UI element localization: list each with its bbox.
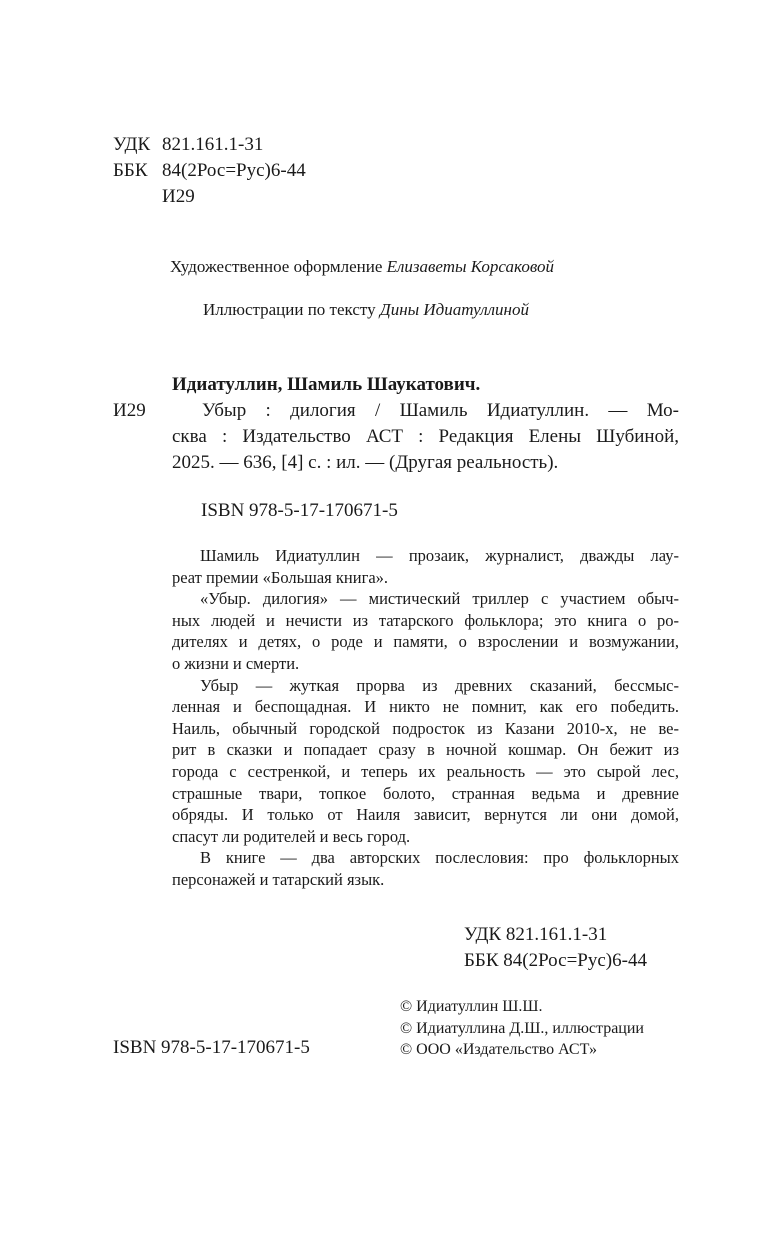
bbk-label: ББК (113, 160, 148, 181)
bib-line: Убыр : дилогия / Шамиль Идиатуллин. — Мо- (202, 400, 679, 421)
copyright-line: © ООО «Издательство АСТ» (400, 1041, 597, 1058)
bib-line: 2025. — 636, [4] с. : ил. — (Другая реальность). (172, 452, 559, 473)
copyright-block (400, 996, 644, 1061)
annotation-line: о жизни и смерти. (172, 653, 300, 673)
design-credit (170, 256, 554, 278)
udk-value: 821.161.1-31 (162, 134, 264, 155)
bbk-bottom: ББК 84(2Рос=Рус)6-44 (464, 950, 647, 971)
udk-row (113, 132, 306, 158)
classification-block-bottom (464, 922, 647, 974)
annotation-line: спасут ли родителей и весь город. (172, 826, 411, 846)
copyright-line: © Идиатуллина Д.Ш., иллюстрации (400, 1019, 644, 1037)
annotation-line: В книге — два авторских послесловия: про фольклорных (200, 848, 679, 868)
bbk-row (113, 158, 306, 184)
author-mark-row (113, 184, 306, 210)
annotation-line: Шамиль Идиатуллин — прозаик, журналист, дважды лау- (200, 546, 679, 565)
annotation-line: страшные твари, топкое болото, странная ведьма и древние (172, 783, 679, 803)
annotation-line: обряды. И только от Наиля зависит, вернутся ли они домой, (172, 805, 679, 825)
author-mark: И29 (162, 186, 195, 207)
udk-bottom: УДК 821.161.1-31 (464, 924, 608, 945)
author-heading: Идиатуллин, Шамиль Шаукатович. (172, 374, 481, 395)
annotation (172, 545, 679, 891)
design-credit-prefix: Художественное оформление (170, 257, 387, 276)
annotation-line: ленная и беспощадная. И никто не помнит, как его победить. (172, 697, 679, 717)
illustrations-credit-prefix: Иллюстрации по тексту (203, 300, 380, 319)
bibliographic-description (172, 398, 679, 476)
bib-line: сква : Издательство АСТ : Редакция Елены Шубиной, (172, 426, 679, 447)
designer-name: Елизаветы Корсаковой (386, 257, 554, 276)
isbn-entry: ISBN 978-5-17-170671-5 (201, 500, 398, 521)
isbn-bottom: ISBN 978-5-17-170671-5 (113, 1037, 310, 1058)
annotation-line: рит в сказки и попадает сразу в ночной кошмар. Он бежит из (172, 740, 679, 760)
bbk-value: 84(2Рос=Рус)6-44 (162, 160, 306, 181)
annotation-line: ных людей и нечисти из татарского фольклора; это книга о ро- (172, 610, 679, 630)
annotation-line: Убыр — жуткая прорва из древних сказаний, бессмыс- (200, 675, 679, 695)
annotation-line: реат премии «Большая книга». (172, 567, 389, 587)
annotation-line: персонажей и татарский язык. (172, 869, 385, 889)
illustrator-name: Дины Идиатуллиной (379, 300, 529, 319)
udk-label: УДК (113, 134, 151, 155)
annotation-line: Наиль, обычный городской подросток из Казани 2010-х, не ве- (172, 718, 679, 738)
annotation-line: «Убыр. дилогия» — мистический триллер с участием обыч- (200, 589, 679, 609)
classification-block-top (113, 132, 306, 210)
copyright-line: © Идиатуллин Ш.Ш. (400, 998, 543, 1015)
annotation-line: города с сестренкой, и теперь их реальность — это сырой лес, (172, 761, 679, 781)
bib-author-mark: И29 (113, 400, 146, 421)
annotation-line: дителях и детях, о роде и памяти, о взрослении и возмужании, (172, 632, 679, 652)
illustrations-credit (203, 299, 529, 321)
